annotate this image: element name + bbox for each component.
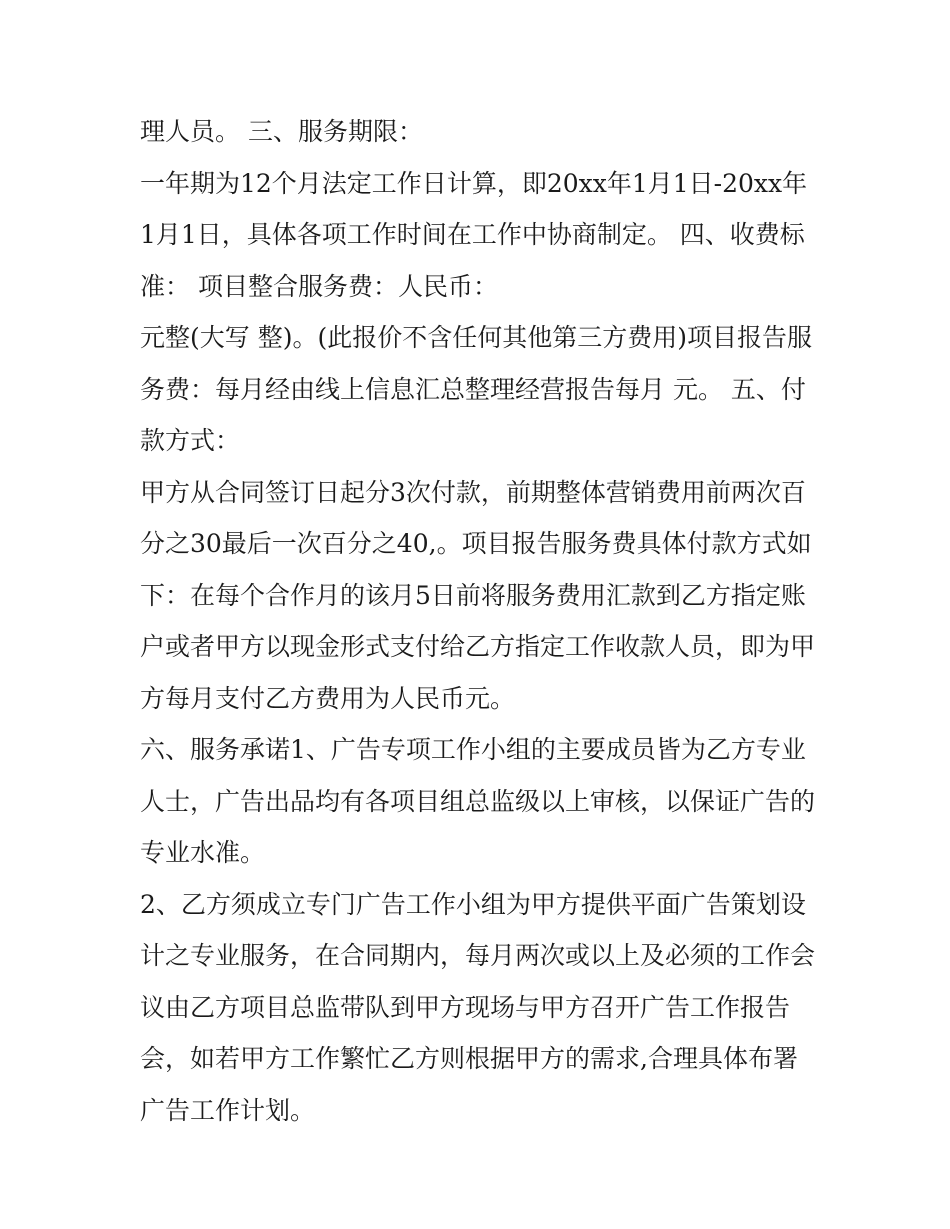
- text-line: 一年期为12个月法定工作日计算，即20xx年1月1日-20xx年: [140, 168, 808, 198]
- text-line: 议由乙方项目总监带队到甲方现场与甲方召开广告工作报告: [140, 992, 791, 1022]
- text-line: 方每月支付乙方费用为人民币元。: [140, 683, 516, 713]
- document-body: [140, 106, 820, 1136]
- text-line: 务费：每月经由线上信息汇总整理经营报告每月 元。 五、付: [140, 374, 806, 404]
- text-line: 理人员。 三、服务期限：: [140, 117, 423, 146]
- text-line: 户或者甲方以现金形式支付给乙方指定工作收款人员，即为甲: [140, 632, 816, 661]
- text-line: 下：在每个合作月的该月5日前将服务费用汇款到乙方指定账: [140, 580, 806, 610]
- text-line: 六、服务承诺1、广告专项工作小组的主要成员皆为乙方专业: [140, 735, 806, 764]
- text-line: 会，如若甲方工作繁忙乙方则根据甲方的需求,合理具体布署: [140, 1044, 798, 1073]
- text-line: 计之专业服务，在合同期内，每月两次或以上及必须的工作会: [140, 941, 816, 970]
- text-line: 1月1日，具体各项工作时间在工作中协商制定。 四、收费标: [140, 220, 805, 249]
- text-line: 专业水准。: [140, 838, 266, 867]
- text-line: 准： 项目整合服务费：人民币：: [140, 271, 498, 301]
- text-line: 款方式：: [140, 426, 241, 455]
- text-line: 2、乙方须成立专门广告工作小组为甲方提供平面广告策划设: [140, 889, 806, 919]
- text-line: 人士，广告出品均有各项目组总监级以上审核，以保证广告的: [140, 786, 816, 816]
- text-line: 元整(大写 整)。(此报价不含任何其他第三方费用)项目报告服: [140, 323, 812, 352]
- text-line: 分之30最后一次百分之40,。项目报告服务费具体付款方式如: [140, 529, 812, 558]
- text-line: 广告工作计划。: [140, 1095, 316, 1125]
- text-line: 甲方从合同签订日起分3次付款，前期整体营销费用前两次百: [140, 477, 806, 507]
